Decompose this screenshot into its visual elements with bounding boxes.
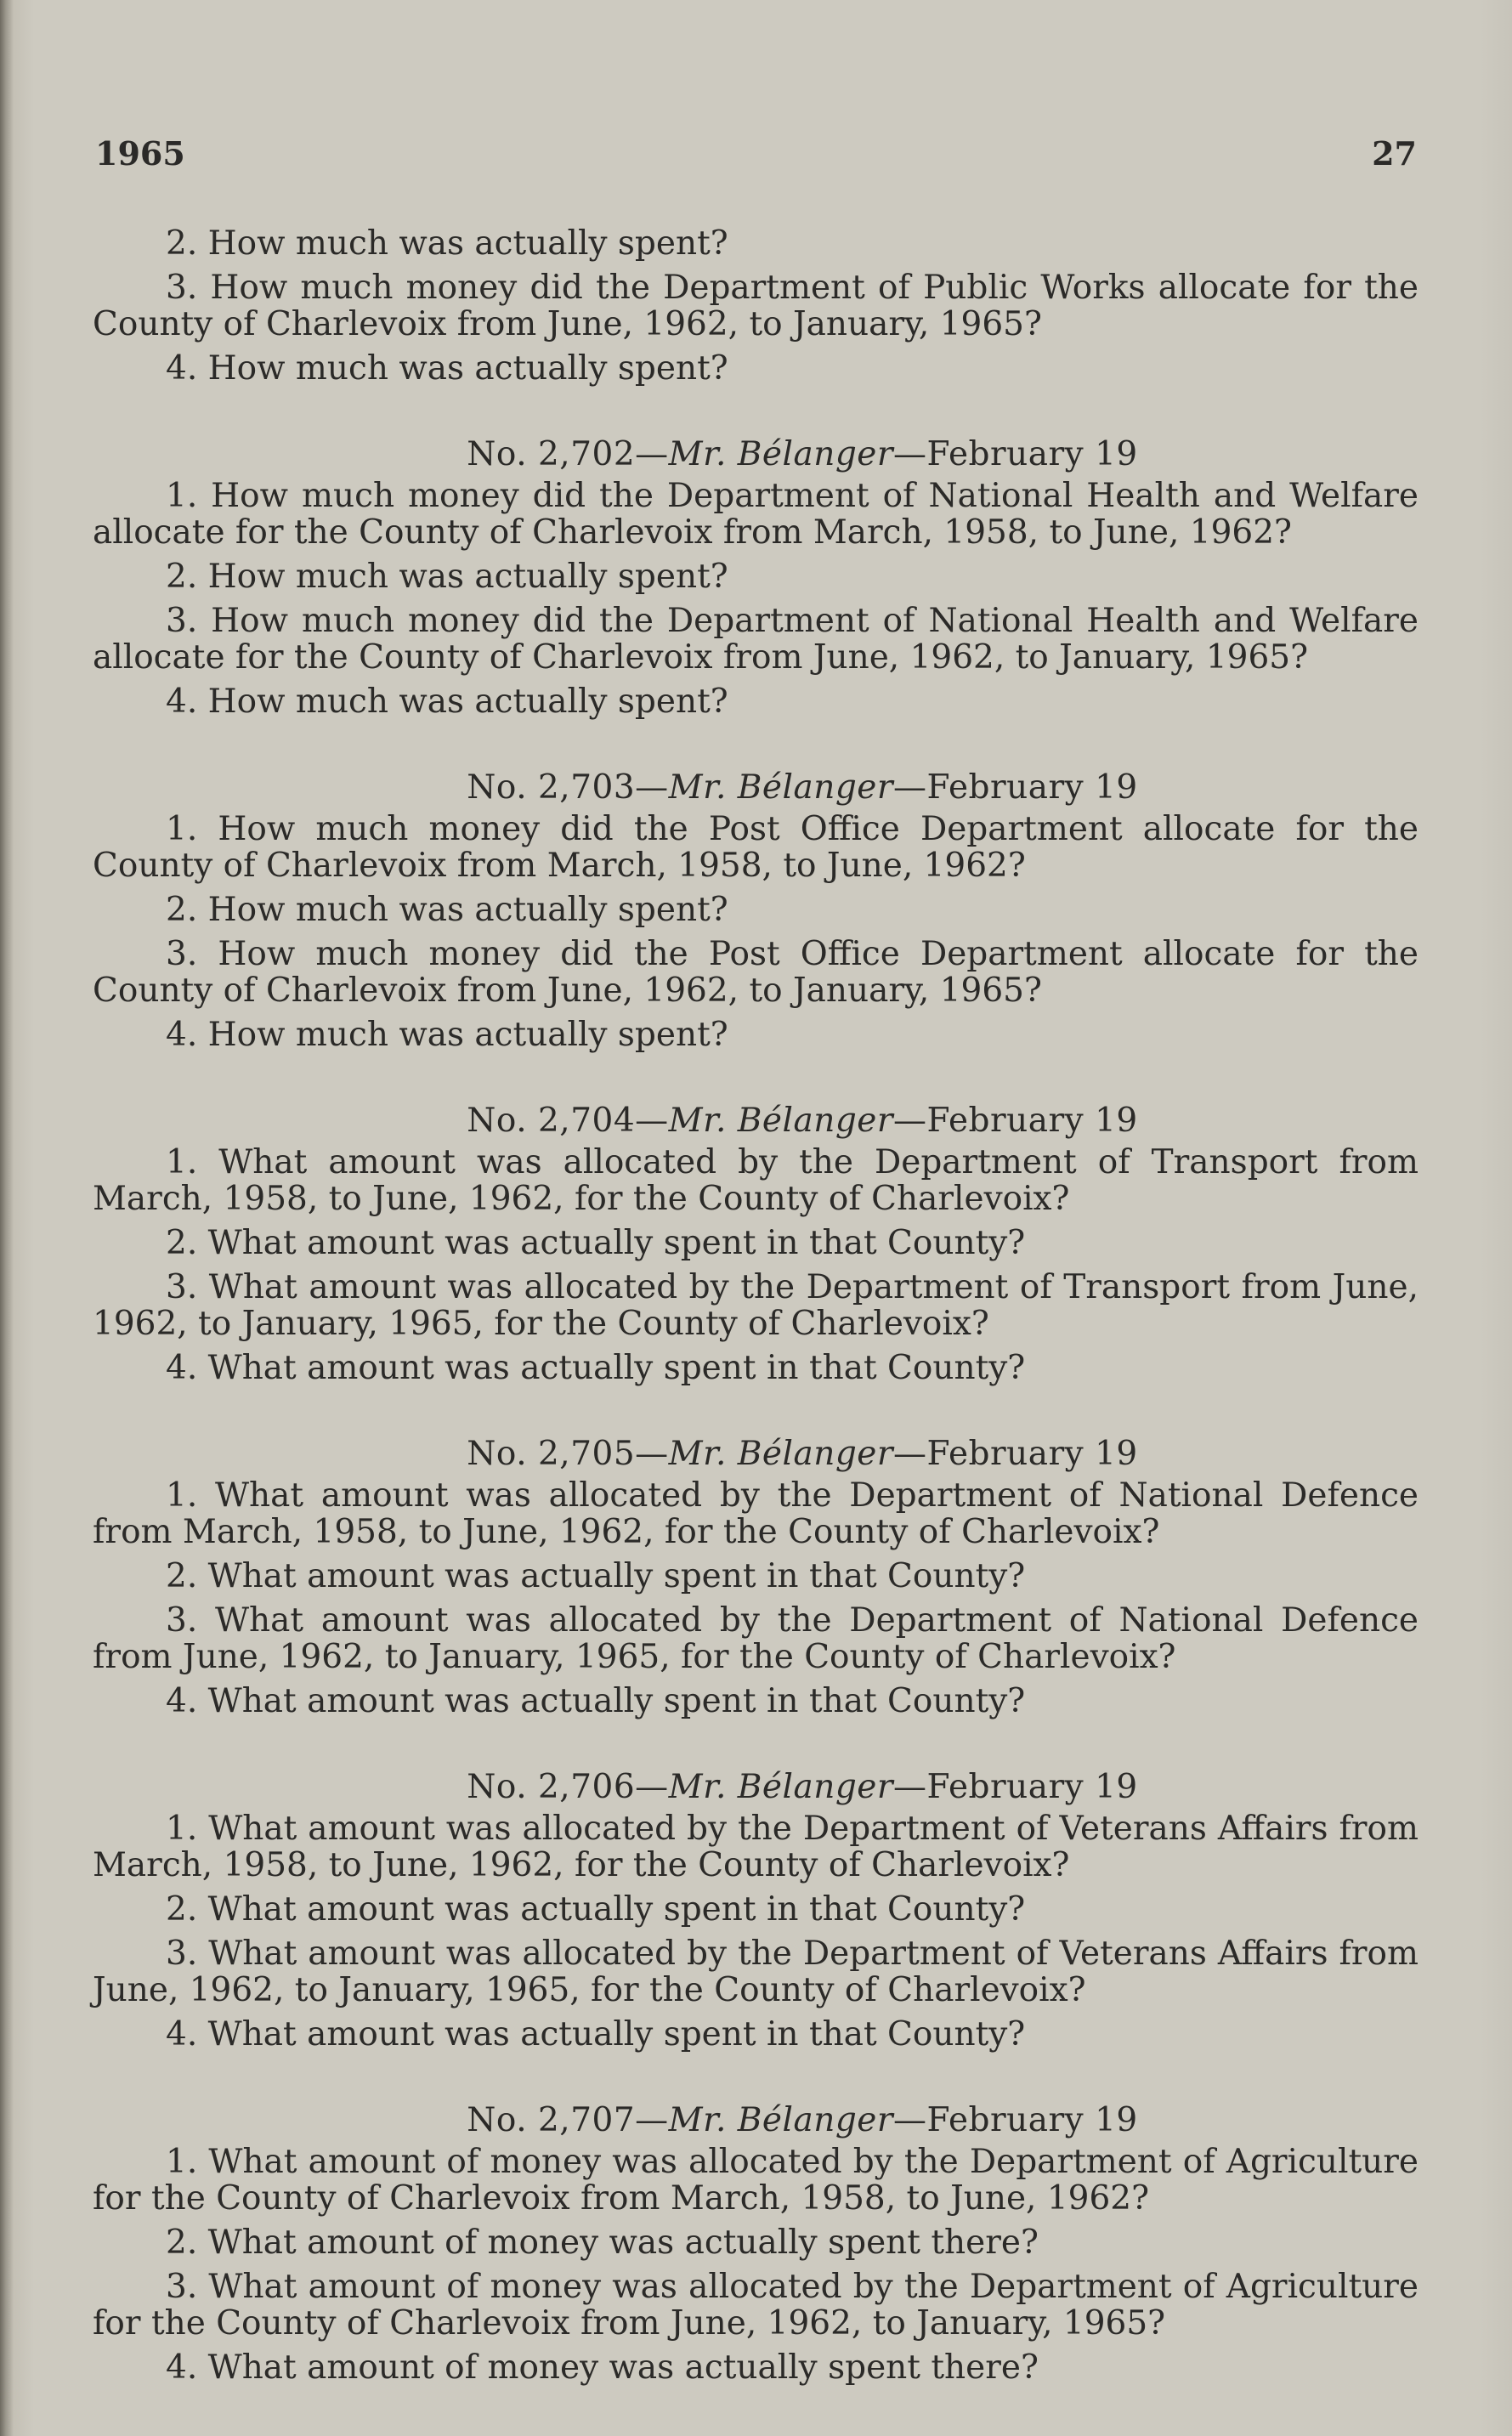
question-section <box>93 2102 1419 2386</box>
question-section <box>93 769 1419 1053</box>
question: 3. What amount was allocated by the Department of National Defence from June, 1962, to January, 1965, for the County of Charlevoix? <box>93 1601 1419 1676</box>
question-section <box>93 1102 1419 1386</box>
question-section <box>93 436 1419 720</box>
question: 1. What amount was allocated by the Department of National Defence from March, 1958, to June, 1962, for the County of Charlevoix? <box>93 1476 1419 1551</box>
question: 4. How much was actually spent? <box>166 683 728 721</box>
section-number: No. 2,706 <box>467 1768 636 1806</box>
section-member: Mr. Bélanger <box>668 435 894 473</box>
section-heading: No. 2,703—Mr. Bélanger—February 19 <box>467 768 1138 807</box>
question: 1. How much money did the Department of National Health and Welfare allocate for the County of Charlevoix from March, 1958, to June, 1962? <box>93 477 1419 552</box>
page-header <box>95 134 1417 173</box>
question: 3. How much money did the Department of National Health and Welfare allocate for the County of Charlevoix from June, 1962, to January, 1965? <box>93 602 1419 677</box>
question: 3. What amount of money was allocated by the Department of Agriculture for the County of Charlevoix from June, 1962, to January, 1965? <box>93 2268 1419 2343</box>
section-member: Mr. Bélanger <box>668 1435 894 1473</box>
section-number: No. 2,707 <box>467 2101 636 2139</box>
section-number: No. 2,704 <box>467 1102 636 1140</box>
intro-questions <box>93 225 1419 387</box>
header-year: 1965 <box>95 134 185 173</box>
section-member: Mr. Bélanger <box>668 768 894 807</box>
question: 4. How much was actually spent? <box>166 1016 728 1054</box>
section-member: Mr. Bélanger <box>668 1768 894 1806</box>
page-content <box>93 225 1419 2394</box>
section-date: February 19 <box>926 768 1138 807</box>
question: 4. What amount was actually spent in that County? <box>166 1349 1026 1387</box>
question: 4. What amount was actually spent in that County? <box>166 2015 1026 2054</box>
section-number: No. 2,703 <box>467 768 636 807</box>
section-date: February 19 <box>926 1102 1138 1140</box>
question: 2. How much was actually spent? <box>166 891 728 929</box>
page-number: 27 <box>1372 134 1417 173</box>
section-heading: No. 2,706—Mr. Bélanger—February 19 <box>467 1768 1138 1806</box>
question: 2. How much was actually spent? <box>166 558 728 596</box>
section-heading: No. 2,707—Mr. Bélanger—February 19 <box>467 2101 1138 2139</box>
question: 1. How much money did the Post Office Department allocate for the County of Charlevoix from March, 1958, to June, 1962? <box>93 810 1419 885</box>
question: 1. What amount was allocated by the Department of Transport from March, 1958, to June, 1962, for the County of Charlevoix? <box>93 1143 1419 1218</box>
question: 4. What amount of money was actually spent there? <box>166 2348 1039 2387</box>
question: 1. What amount of money was allocated by the Department of Agriculture for the County of Charlevoix from March, 1958, to June, 1962? <box>93 2143 1419 2218</box>
section-date: February 19 <box>926 2101 1138 2139</box>
question: 2. How much was actually spent? <box>166 224 728 263</box>
question: 1. What amount was allocated by the Department of Veterans Affairs from March, 1958, to June, 1962, for the County of Charlevoix? <box>93 1810 1419 1884</box>
question: 3. What amount was allocated by the Department of Transport from June, 1962, to January, 1965, for the County of Charlevoix? <box>93 1268 1419 1343</box>
section-date: February 19 <box>926 1435 1138 1473</box>
section-number: No. 2,702 <box>467 435 636 473</box>
question-section <box>93 1769 1419 2053</box>
section-member: Mr. Bélanger <box>668 2101 894 2139</box>
question: 2. What amount was actually spent in that County? <box>166 1557 1026 1595</box>
section-date: February 19 <box>926 435 1138 473</box>
question: 3. What amount was allocated by the Department of Veterans Affairs from June, 1962, to January, 1965, for the County of Charlevoix? <box>93 1935 1419 2009</box>
section-heading: No. 2,705—Mr. Bélanger—February 19 <box>467 1435 1138 1473</box>
question: 2. What amount was actually spent in that County? <box>166 1890 1026 1929</box>
question: 4. How much was actually spent? <box>166 349 728 388</box>
question: 2. What amount was actually spent in that County? <box>166 1224 1026 1262</box>
question-section <box>93 1436 1419 1719</box>
section-date: February 19 <box>926 1768 1138 1806</box>
question: 3. How much money did the Post Office Department allocate for the County of Charlevoix from June, 1962, to January, 1965? <box>93 935 1419 1010</box>
section-heading: No. 2,704—Mr. Bélanger—February 19 <box>467 1102 1138 1140</box>
section-number: No. 2,705 <box>467 1435 636 1473</box>
section-heading: No. 2,702—Mr. Bélanger—February 19 <box>467 435 1138 473</box>
question: 3. How much money did the Department of Public Works allocate for the County of Charlevoix from June, 1962, to January, 1965? <box>93 269 1419 343</box>
question: 2. What amount of money was actually spent there? <box>166 2224 1039 2262</box>
question: 4. What amount was actually spent in that County? <box>166 1682 1026 1720</box>
section-member: Mr. Bélanger <box>668 1102 894 1140</box>
